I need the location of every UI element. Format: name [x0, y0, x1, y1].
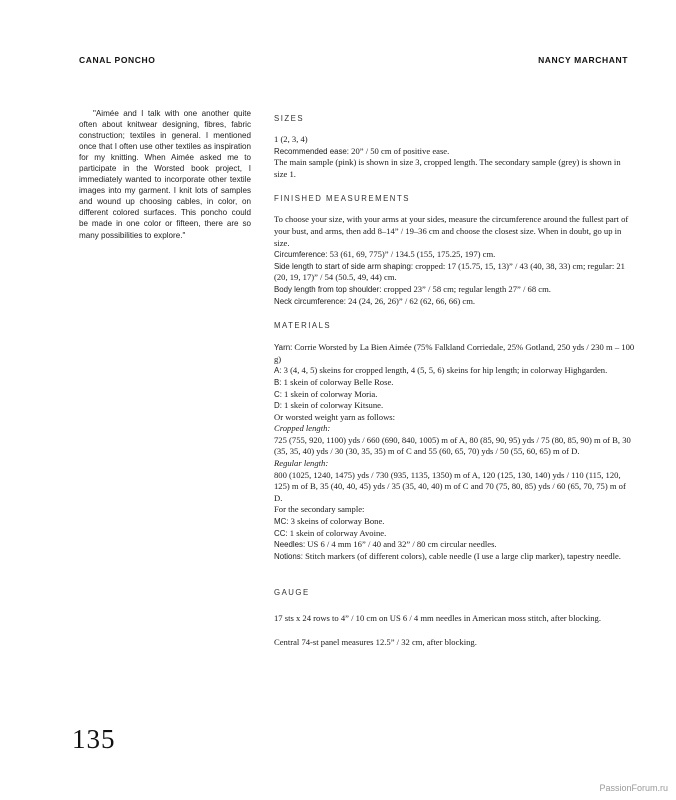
cc-value: 1 skein of colorway Avoine. — [287, 527, 387, 538]
sizes-line: 1 (2, 3, 4) — [274, 134, 308, 144]
regular-length-title: Regular length: — [274, 458, 329, 469]
notions-value: Stitch markers (of different colors), cable needle (I use a large clip marker), tapestry needle. — [302, 550, 621, 561]
color-a-value: 3 (4, 4, 5) skeins for cropped length, 4 (5, 5, 6) skeins for hip length; in colorway Highgarden. — [281, 365, 608, 376]
alternative-yarn-line: Or worsted weight yarn as follows: — [274, 411, 396, 422]
cc-label: CC: — [274, 528, 288, 538]
notions-line — [274, 551, 636, 563]
neck-label: Neck circumference: — [274, 296, 346, 306]
color-b-line — [274, 377, 636, 389]
gauge-section — [274, 588, 636, 648]
side-length-value: cropped: 17 (15.75, 15, 13)” / 43 (40, 38, 33) cm; regular: 21 (20, 19, 17)” / 54 (50.5, 49, 44) cm. — [274, 260, 625, 283]
mc-label: MC: — [274, 517, 289, 527]
watermark: PassionForum.ru — [599, 783, 668, 793]
circumference-line — [274, 249, 636, 261]
finished-measurements-section — [274, 194, 636, 307]
sizes-section — [274, 114, 636, 180]
quote-text: "Aimée and I talk with one another quite often about knitwear designing, fibres, fabric construction; textiles in general. I mentioned once that I often use other textiles as inspiration for my knitting. When Aimée asked me to participate in the Worsted book project, I immediately wanted to incorporate other textile images into my garment. I knit lots of samples and wound up choosing cables, in color, on different colored surfaces. This poncho could be made in one color or fifteen, there are so many possibilities to explore." — [79, 109, 251, 240]
needles-value: US 6 / 4 mm 16” / 40 and 32” / 80 cm circular needles. — [305, 539, 497, 550]
yarn-line — [274, 342, 636, 365]
cropped-length-title: Cropped length: — [274, 423, 331, 434]
running-header-author: NANCY MARCHANT — [538, 55, 628, 65]
notions-label: Notions: — [274, 551, 303, 561]
running-header-title: CANAL PONCHO — [79, 55, 156, 65]
neck-line — [274, 296, 636, 308]
finished-title: FINISHED MEASUREMENTS — [274, 194, 410, 204]
regular-length-text: 800 (1025, 1240, 1475) yds / 730 (935, 1135, 1350) m of A, 120 (125, 130, 140) yds / 110 (115, 120, 125) m of B, 35 (40, 40, 45) yds / 35 (35, 40, 40) m of C and 70 (75, 80, 85) yds / 60 (65, 70, 75) m of D. — [274, 469, 626, 503]
ease-label: Recommended ease: — [274, 146, 350, 156]
color-b-value: 1 skein of colorway Belle Rose. — [281, 376, 394, 387]
ease-value: 20” / 50 cm of positive ease. — [349, 145, 450, 156]
circumference-label: Circumference: — [274, 250, 328, 260]
needles-label: Needles: — [274, 540, 306, 550]
color-c-value: 1 skein of colorway Moria. — [281, 388, 378, 399]
body-length-label: Body length from top shoulder: — [274, 284, 382, 294]
color-a-label: A: — [274, 366, 282, 376]
side-length-line — [274, 261, 636, 284]
cropped-length-text: 725 (755, 920, 1100) yds / 660 (690, 840, 1005) m of A, 80 (85, 90, 95) yds / 75 (80, 85, 90) m of B, 30 (35, 35, 40) yds / 30 (30, 35, 35) m of C and 55 (60, 65, 70) yds / 50 (55, 60, 65) m of D. — [274, 434, 631, 457]
designer-quote — [79, 108, 251, 241]
finished-intro: To choose your size, with your arms at your sides, measure the circumference around the fullest part of your bust, and arms, then add 8–14” / 19–36 cm and choose the closest size. When in doubt, go up in size. — [274, 214, 629, 248]
page-number: 135 — [72, 724, 116, 754]
color-a-line — [274, 365, 636, 377]
color-b-label: B: — [274, 377, 282, 387]
needles-line — [274, 539, 636, 551]
ease-line — [274, 146, 636, 158]
materials-section — [274, 321, 636, 562]
color-d-line — [274, 400, 636, 412]
color-d-value: 1 skein of colorway Kitsune. — [281, 400, 384, 411]
yarn-label: Yarn: — [274, 343, 293, 353]
circumference-value: 53 (61, 69, 775)” / 134.5 (155, 175.25, 197) cm. — [327, 249, 496, 260]
gauge-title: GAUGE — [274, 588, 310, 598]
body-length-line — [274, 284, 636, 296]
mc-value: 3 skeins of colorway Bone. — [288, 516, 385, 527]
cc-line — [274, 528, 636, 540]
secondary-sample-line: For the secondary sample: — [274, 504, 365, 515]
sizes-title: SIZES — [274, 114, 305, 123]
sample-note: The main sample (pink) is shown in size 3, cropped length. The secondary sample (grey) is shown in size 1. — [274, 157, 621, 179]
gauge-line-1: 17 sts x 24 rows to 4” / 10 cm on US 6 / 4 mm needles in American moss stitch, after blocking. — [274, 613, 601, 624]
gauge-line-2: Central 74-st panel measures 12.5” / 32 cm, after blocking. — [274, 637, 477, 647]
yarn-value: Corrie Worsted by La Bien Aimée (75% Falkland Corriedale, 25% Gotland, 250 yds / 230 m – 100 g) — [274, 342, 635, 364]
body-length-value: cropped 23” / 58 cm; regular length 27” / 68 cm. — [381, 283, 551, 294]
neck-value: 24 (24, 26, 26)” / 62 (62, 66, 66) cm. — [345, 295, 476, 306]
color-d-label: D: — [274, 401, 282, 411]
side-length-label: Side length to start of side arm shaping: — [274, 261, 414, 271]
materials-title: MATERIALS — [274, 321, 332, 331]
color-c-label: C: — [274, 389, 282, 399]
pattern-details — [274, 114, 636, 649]
color-c-line — [274, 389, 636, 401]
mc-line — [274, 516, 636, 528]
